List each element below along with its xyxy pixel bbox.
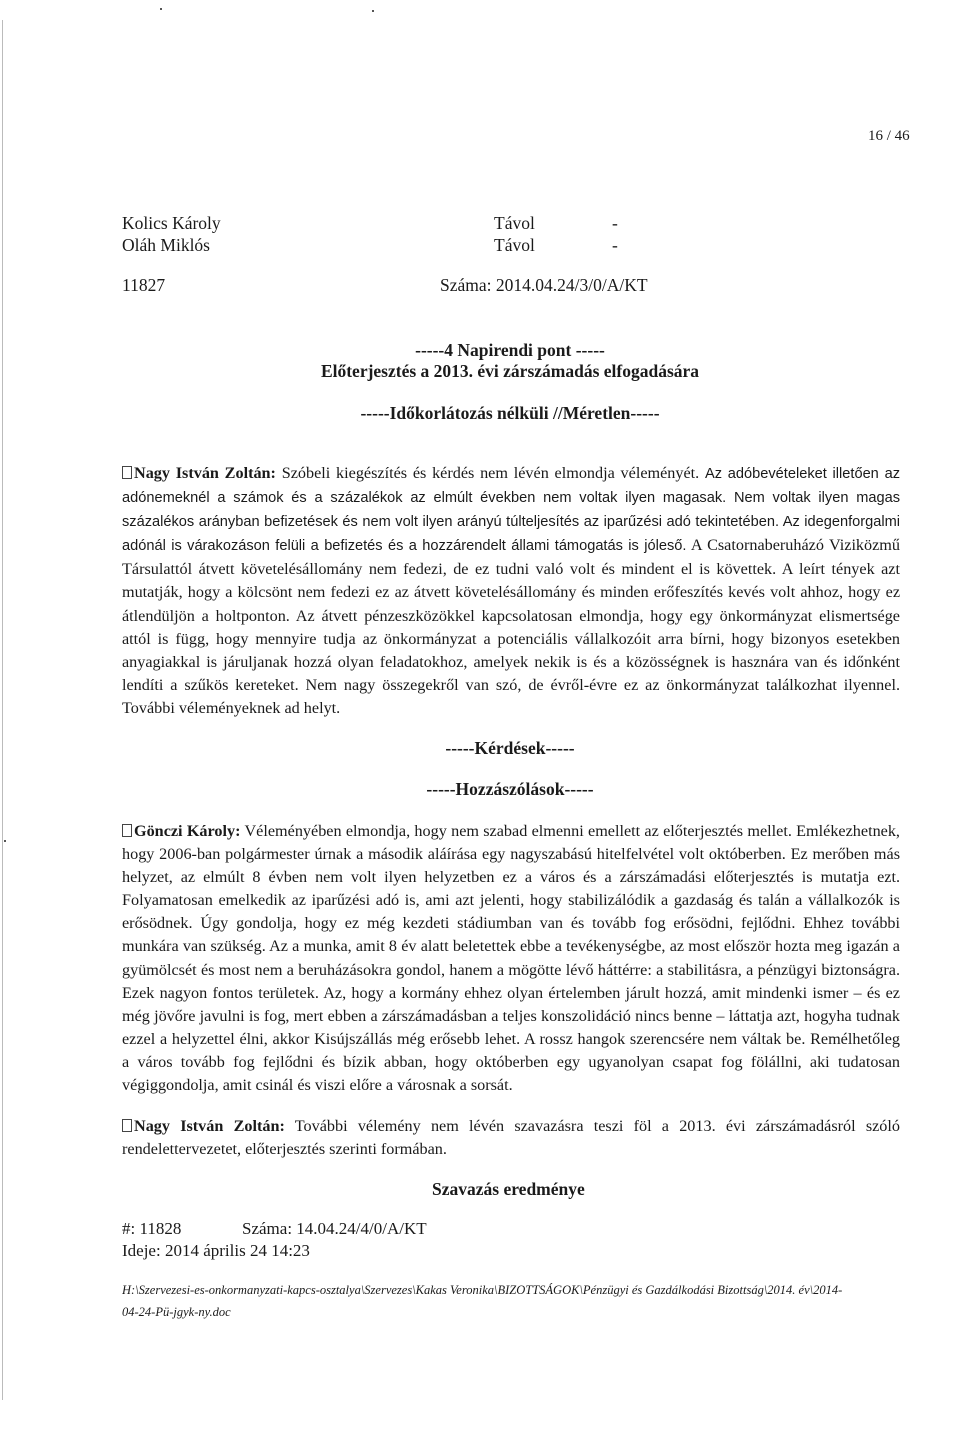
vote-number: Száma: 14.04.24/4/0/A/KT xyxy=(242,1219,427,1238)
scan-speck xyxy=(4,840,6,842)
comments-heading: -----Hozzászólások----- xyxy=(426,779,594,799)
speech-paragraph-3 xyxy=(122,1115,900,1161)
speech-text: Véleményében elmondja, hogy nem szabad elmenni emellett az előterjesztés mellet. Emlékezhetnek, hogy 2006-ban polgármester úrnak a második aláírása egy nagyszabású hitelfelvétel volt októberben. Ez merőben más helyzet, az elmúlt 8 évben nem volt ilyen helyzetben ez a város és a zárszámadási előterjesztés is mutatja ezt. Folyamatosan emelkedik az iparűzési adó is, ami azt jelenti, hogy stabilizálódik a gazdaság és talán a vállalkozók is erősödnek. Úgy gondolja, hogy ez még kezdeti stádiumban van és tovább fog erősödni, fejlődni. Ehhez további munkára van szükség. Az a munka, amit 8 év alatt beletettek ebbe a tevékenységbe, az most először hozta meg igazán a gyümölcsét és most nem a beruházásokra gondol, hanem a mögötte lévő háttérre: a stabilitásra, a pénzügyi biztonságra. Ezek nagyon fontos területek. Az, hogy a kormány ehhez olyan értelemben járult hozzá, amit mindenki ismer – és ez még jövőre javulni is fog, mert ebben a zárszámadásban a teljes konszolidáció nincs benne – láttatja azt, hogyha tudnak ezzel a helyzettel élni, akkor Kisújszállás még erősebb lehet. A rossz hangok szerencsére nem váltak be. Remélhetőleg a város tovább fog fejlődni és bízik abban, hogy októberben egy ugyanolyan csapat fog fölállni, aki tudatosan végiggondolja, amit csinál és viszi előre a városnak a sorsát. xyxy=(122,822,900,1095)
footer-file-path xyxy=(122,1279,902,1323)
speaker-marker-icon xyxy=(122,1119,132,1132)
speech-paragraph-1 xyxy=(122,462,900,720)
scan-speck xyxy=(372,10,374,12)
speech-text-continued: A Csatornaberuházó Viziközmű Társulattól átvett követelésállomány nem fedezi, de ez tudni való volt és mindent el is követtek. A leírt tények azt mutatják, hogy a kölcsönt nem fedezi ez az átvett követelésállomány és minden erőfeszítés kevés volt ahhoz, hogy ez átlendüljön a holtponton. Az átvett pénzeszközökkel kapcsolatosan elmondja, hogy egy önkormányzat elismertsége attól is függ, hogy mennyire tudja az önkormányzat a potenciális vállalkozóit arra bírni, hogy bizonyos esetekben anyagiakkal is járuljanak hozzá olyan feladatokhoz, amelyek nekik is és a közösségnek is hasznára van és időnként lendíti a szűkös kereteket. Nem nagy összegekről van szó, de évről-évre ez az önkormányzat találkozhat ilyennel. További véleményeknek ad helyt. xyxy=(122,536,900,717)
speaker-marker-icon xyxy=(122,824,132,837)
speech-paragraph-2 xyxy=(122,820,900,1097)
agenda-title-text: Előterjesztés a 2013. évi zárszámadás elfogadására xyxy=(320,361,700,381)
speech-text: Szóbeli kiegészítés és kérdés nem lévén elmondja véleményét. xyxy=(275,464,705,482)
vote-heading: Szavazás eredménye xyxy=(432,1179,585,1199)
agenda-title xyxy=(0,360,960,382)
record-id: 11827 xyxy=(122,275,166,295)
attendance-name: Kolics Károly xyxy=(122,213,221,233)
speaker-name: Nagy István Zoltán: xyxy=(134,464,276,482)
speaker-name: Gönczi Károly: xyxy=(134,822,241,840)
agenda-point: -----4 Napirendi pont ----- xyxy=(415,340,605,360)
speaker-name: Nagy István Zoltán: xyxy=(134,1117,285,1135)
record-number: Száma: 2014.04.24/3/0/A/KT xyxy=(440,275,648,295)
scan-edge-line xyxy=(2,20,3,1400)
speech-text: További vélemény nem lévén szavazásra teszi föl a 2013. évi zárszámadásról szóló rendelettervezetet, előterjesztés szerinti formában. xyxy=(122,1117,900,1159)
speaker-marker-icon xyxy=(122,466,132,479)
attendance-mark: - xyxy=(612,213,618,233)
questions-heading: -----Kérdések----- xyxy=(445,738,575,758)
attendance-status: Távol xyxy=(494,235,535,255)
attendance-mark: - xyxy=(612,235,618,255)
scan-speck xyxy=(160,8,162,10)
speech-text-sans: Az adóbevételeket illetően az adónemeknél a számok és a százalékok az elmúlt években nem voltak ilyen magasak. Nem voltak ilyen magas százalékos arányban befizetések és nem volt ilyen arányú túlteljesítés az iparűzési adó tekintetében. Az idegenforgalmi adónál is várakozáson felüli a befizetés és a hozzárendelt állami támogatás is jóleső. xyxy=(122,466,900,555)
attendance-name: Oláh Miklós xyxy=(122,235,210,255)
vote-id: #: 11828 xyxy=(122,1219,182,1238)
page-number: 16 / 46 xyxy=(868,128,910,144)
footer-path-line-2: 04-24-Pü-jgyk-ny.doc xyxy=(122,1305,231,1319)
attendance-status: Távol xyxy=(494,213,535,233)
vote-time: Ideje: 2014 április 24 14:23 xyxy=(122,1241,310,1260)
footer-path-line-1: H:\Szervezesi-es-onkormanyzati-kapcs-osztalya\Szervezes\Kakas Veronika\BIZOTTSÁGOK\Pénzügyi és Gazdálkodási Bizottság\2014. év\2014- xyxy=(122,1283,843,1297)
agenda-time-limit: -----Időkorlátozás nélküli //Méretlen----- xyxy=(360,403,660,423)
